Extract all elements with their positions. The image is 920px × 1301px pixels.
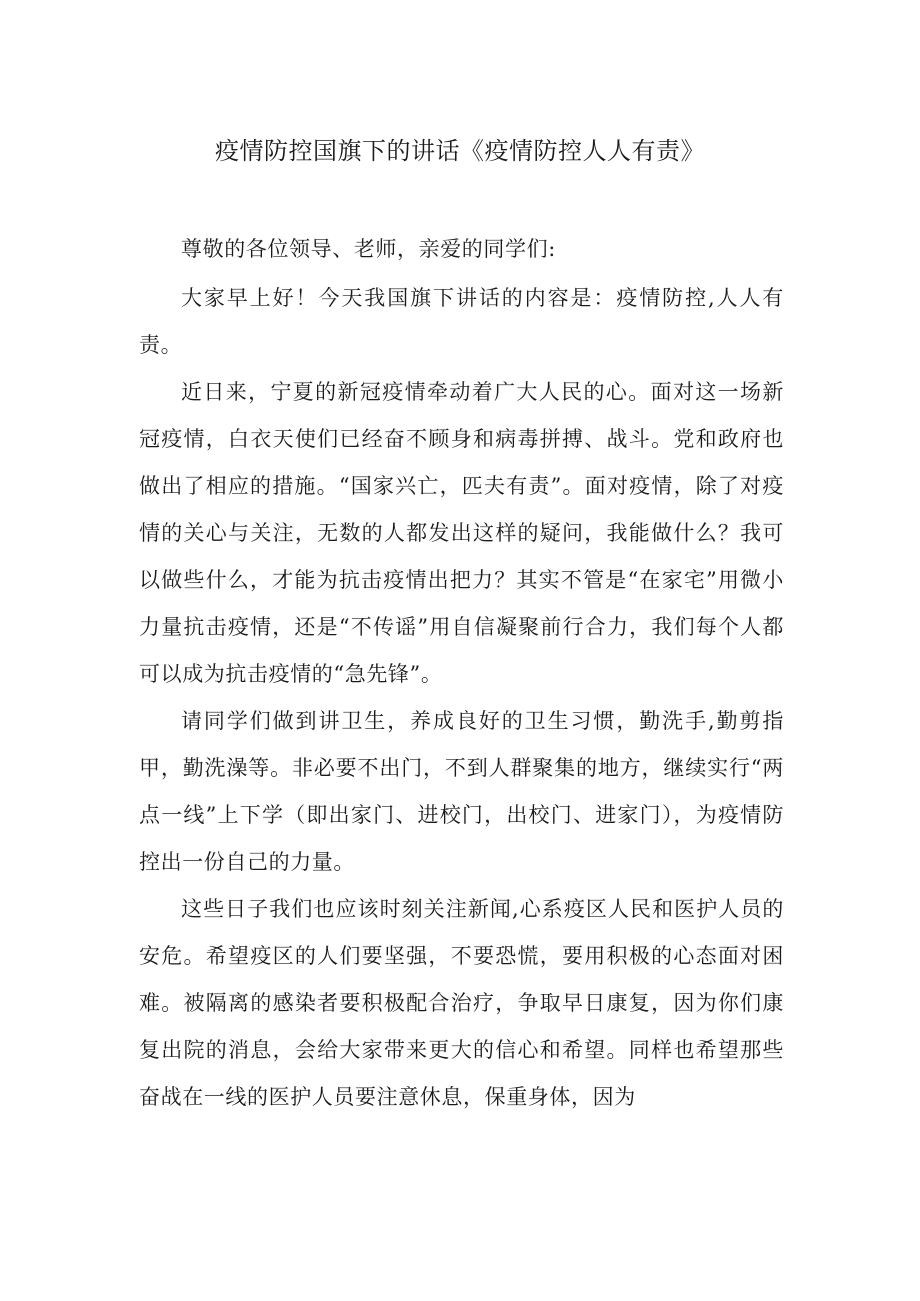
paragraph-hygiene: 请同学们做到讲卫生，养成良好的卫生习惯，勤洗手,勤剪指甲，勤洗澡等。非必要不出门，不到人群聚集的地方，继续实行“两点一线”上下学（即出家门、进校门，出校门、进家门），为疫情防控出一份自己的力量。 bbox=[139, 709, 784, 874]
paragraph-greeting: 大家早上好！今天我国旗下讲话的内容是：疫情防控,人人有责。 bbox=[139, 286, 784, 357]
paragraph-situation: 近日来，宁夏的新冠疫情牵动着广大人民的心。面对这一场新冠疫情，白衣天使们已经奋不顾身和病毒拼搏、战斗。党和政府也做出了相应的措施。“国家兴亡，匹夫有责”。面对疫情，除了对疫情的关心与关注，无数的人都发出这样的疑问，我能做什么？我可以做些什么，才能为抗击疫情出把力？其实不管是“在家宅”用微小力量抗击疫情，还是“不传谣”用自信凝聚前行合力，我们每个人都可以成为抗击疫情的“急先锋”。 bbox=[139, 380, 784, 686]
document-title: 疫情防控国旗下的讲话《疫情防控人人有责》 bbox=[215, 137, 705, 165]
paragraph-salutation: 尊敬的各位领导、老师，亲爱的同学们: bbox=[181, 237, 556, 261]
paragraph-news: 这些日子我们也应该时刻关注新闻,心系疫区人民和医护人员的安危。希望疫区的人们要坚强，不要恐慌，要用积极的心态面对困难。被隔离的感染者要积极配合治疗，争取早日康复，因为你们康复出院的消息，会给大家带来更大的信心和希望。同样也希望那些奋战在一线的医护人员要注意休息，保重身体，因为 bbox=[139, 897, 784, 1109]
document-body bbox=[139, 226, 784, 1121]
